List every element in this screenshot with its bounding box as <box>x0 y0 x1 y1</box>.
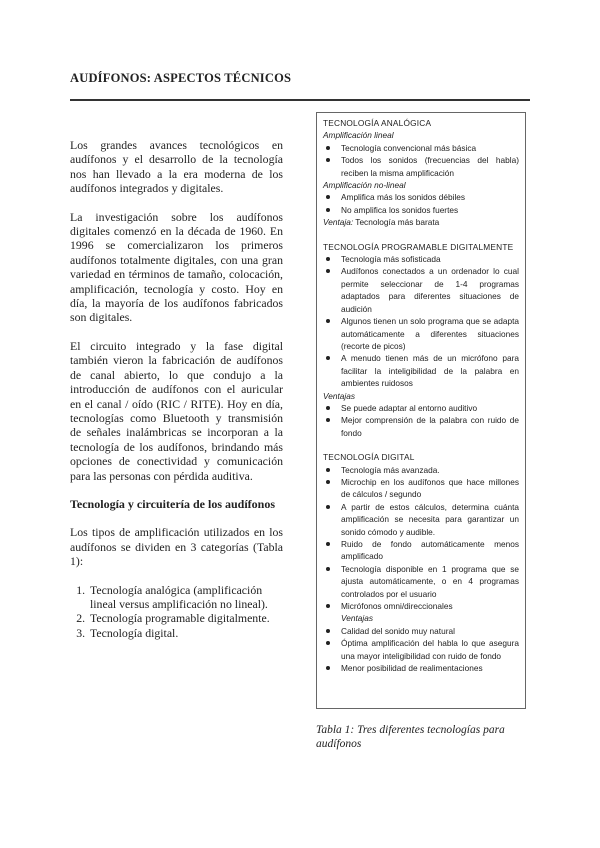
list-item: Tecnología disponible en 1 programa que se ajusta automáticamente, o en 4 programas controlados por el usuario <box>323 563 519 600</box>
main-text-column <box>70 138 283 640</box>
list-item: A partir de estos cálculos, determina cuánta amplificación se necesita para garantizar un sonido cómodo y audible. <box>323 501 519 538</box>
list-item: Calidad del sonido muy natural <box>323 625 519 637</box>
list-item: Tecnología convencional más básica <box>323 142 519 154</box>
digital-advantages-label: Ventajas <box>341 613 373 624</box>
analog-section-title: TECNOLOGÍA ANALÓGICA <box>323 118 432 128</box>
list-item: Tecnología más avanzada. <box>323 464 519 476</box>
advantage-label: Ventaja: <box>323 217 354 228</box>
list-item: Algunos tienen un solo programa que se adapta automáticamente a diferentes situaciones (recorte de picos) <box>323 315 519 352</box>
list-item: No amplifica los sonidos fuertes <box>323 204 519 216</box>
digital-list <box>323 464 519 613</box>
list-item: Ruido de fondo automáticamente menos amplificado <box>323 538 519 563</box>
list-item: Micrófonos omni/direccionales <box>323 600 519 612</box>
list-item: Amplifica más los sonidos débiles <box>323 191 519 203</box>
list-item: Mejor comprensión de la palabra con ruido de fondo <box>323 414 519 439</box>
digital-advantages-list <box>323 625 519 675</box>
paragraph-intro: Los grandes avances tecnológicos en audífonos y el desarrollo de la tecnología nos han llevado a la era moderna de los audífonos integrados y digitales. <box>70 138 283 196</box>
linear-label: Amplificación lineal <box>323 130 394 141</box>
table-caption: Tabla 1: Tres diferentes tecnologías para audífonos <box>316 724 505 750</box>
technology-table <box>316 112 526 709</box>
digital-section-title: TECNOLOGÍA DIGITAL <box>323 452 415 463</box>
category-list <box>70 583 283 641</box>
list-item: 2. Tecnología programable digitalmente. <box>88 611 283 625</box>
list-item: Todos los sonidos (frecuencias del habla) reciben la misma amplificación <box>323 154 519 179</box>
programmable-list <box>323 253 519 389</box>
section-gap <box>323 229 519 241</box>
page-title: AUDÍFONOS: ASPECTOS TÉCNICOS <box>70 71 292 85</box>
linear-list <box>323 142 519 179</box>
list-item: Tecnología más sofisticada <box>323 253 519 265</box>
advantage-text: Tecnología más barata <box>355 217 440 228</box>
analog-advantage <box>323 216 519 228</box>
list-item: 1. Tecnología analógica (amplificación lineal versus amplificación no lineal). <box>88 583 283 612</box>
programmable-advantages-label: Ventajas <box>323 390 355 401</box>
section-subheading: Tecnología y circuitería de los audífonos <box>70 496 276 511</box>
nonlinear-list <box>323 191 519 216</box>
list-item: Audífonos conectados a un ordenador lo cual permite seleccionar de 1-4 programas adaptados para diferentes situaciones de audición <box>323 265 519 315</box>
list-item: 3. Tecnología digital. <box>88 626 283 640</box>
list-item: A menudo tienen más de un micrófono para facilitar la inteligibilidad de la palabra en ambientes ruidosos <box>323 352 519 389</box>
programmable-section-title: TECNOLOGÍA PROGRAMABLE DIGITALMENTE <box>323 241 514 252</box>
list-item: Se puede adaptar al entorno auditivo <box>323 402 519 414</box>
paragraph-circuit: El circuito integrado y la fase digital también vieron la fabricación de audífonos de canal abierto, lo que condujo a la introducción de audífonos con el auricular en el canal / oído (RIC / RITE). Hoy en día, tecnologías como Bluetooth y transmisión de señales inalámbricas se incorporan a la tecnología de los audífonos, brindando más opciones de conectividad y comunicación para las personas con pérdida auditiva. <box>70 338 283 483</box>
list-item: Óptima amplificación del habla lo que asegura una mayor inteligibilidad con ruido de fondo <box>323 637 519 662</box>
paragraph-history: La investigación sobre los audífonos digitales comenzó en la década de 1960. En 1996 se comercializaron los primeros audífonos totalmente digitales, con una gran variedad en términos de tamaño, colocación, amplificación, tecnología y costo. Hoy en día, la mayoría de los audífonos fabricados son digitales. <box>70 209 283 325</box>
paragraph-categories: Los tipos de amplificación utilizados en los audífonos se dividen en 3 categorías (Tabla 1): <box>70 525 283 569</box>
list-item: Menor posibilidad de realimentaciones <box>323 662 519 674</box>
list-item: Microchip en los audífonos que hace millones de cálculos / segundo <box>323 476 519 501</box>
section-gap <box>323 439 519 451</box>
programmable-advantages-list <box>323 402 519 439</box>
title-divider <box>70 99 530 101</box>
nonlinear-label: Amplificación no-lineal <box>323 180 406 191</box>
